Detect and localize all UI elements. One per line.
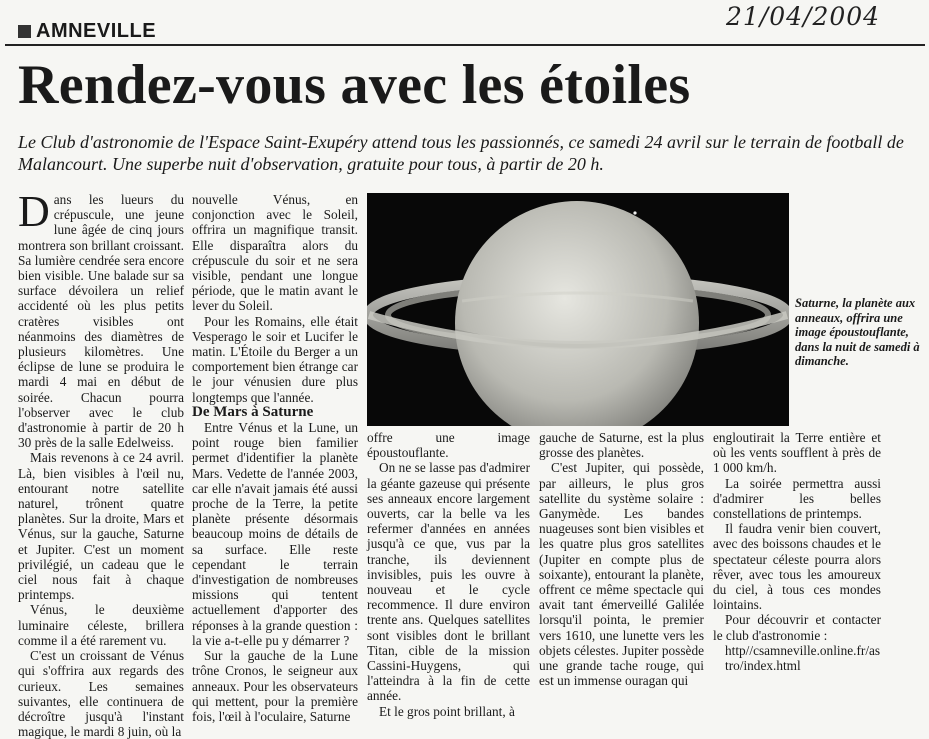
subheading: De Mars à Saturne [192,403,314,420]
paragraph [18,187,184,451]
handwritten-date: 21/04/2004 [726,2,881,31]
paragraph: Sur la gauche de la Lune trône Cronos, le seigneur aux anneaux. Pour les observateurs qui mettent, pour la première fois, l'œil à l'oculaire, Saturne [192,648,358,724]
section-rule [5,44,925,46]
article-column-3 [367,430,530,719]
article-column-1 [18,187,184,739]
paragraph: Pour découvrir et contacter le club d'astronomie : [713,612,881,643]
article-column-2 [192,192,358,724]
drop-cap: D [18,187,50,236]
club-url: http//csamneville.online.fr/astro/index.html [725,642,881,674]
paragraph: On ne se lasse pas d'admirer la géante gazeuse qui présente ses anneaux encore largement ouverts, car la belle va les refermer d'années en années jusqu'à ce que, vus par la tranche, ils deviennent invisibles, puis les ouvre à nouveau et le cycle recommence. Il dure environ trente ans. Quelques satellites sont visibles dont le brillant Titan, cible de la mission Cassini-Huygens, qui l'atteindra à la fin de cette année. [367,460,530,704]
article-column-4 [539,430,704,688]
paragraph: engloutirait la Terre entière et où les vents soufflent à près de 1 000 km/h. [713,430,881,476]
paragraph: Vénus, le deuxième luminaire céleste, brillera comme il a été rarement vu. [18,602,184,648]
paragraph: Pour les Romains, elle était Vesperago le soir et Lucifer le matin. L'Étoile du Berger a un comportement bien étrange car le jour vénusien dure plus longtemps que l'année. [192,313,358,405]
article-column-5 [713,430,881,673]
paragraph: Il faudra venir bien couvert, avec des boissons chaudes et le spectateur céleste pourra alors rêver, avec tous les amoureux du ciel, à tous ces mondes lointains. [713,521,881,613]
paragraph: nouvelle Vénus, en conjonction avec le Soleil, offrira un magnifique transit. Elle disparaîtra alors du crépuscule du soir et ne sera visible, pendant une longue période, que le matin avant le lever du Soleil. [192,192,358,314]
paragraph: C'est un croissant de Vénus qui s'offrira aux regards des curieux. Les semaines suivantes, elle continuera de décroître jusqu'à l'instant magique, le mardi 8 juin, où la [18,648,184,739]
paragraph: Et le gros point brillant, à [379,703,515,719]
paragraph: offre une image époustouflante. [367,430,530,461]
lead-paragraph: Le Club d'astronomie de l'Espace Saint-Exupéry attend tous les passionnés, ce samedi 24 avril sur le terrain de football de Malancourt. Une superbe nuit d'observation, gratuite pour tous, à partir de 20 h. [18,132,904,174]
paragraph-text: ans les lueurs du crépuscule, une jeune lune âgée de cinq jours montrera son brillant croissant. Sa lumière cendrée sera encore bien visible. Une balade sur sa surface dévoilera un relief accidenté où les plus petits cratères visibles ont néanmoins des diamètres de plusieurs kilomètres. Une éclipse de lune se produira le mardi 4 mai en début de soirée. Chacun pourra l'observer avec le club d'astronomie à partir de 20 h 30 près de la salle Edelweiss. [18,192,184,451]
photo-caption: Saturne, la planète aux anneaux, offrira une image époustouflante, dans la nuit de samedi à dimanche. [795,296,920,369]
paragraph: Entre Vénus et la Lune, un point rouge bien familier permet d'identifier la planète Mars. Vedette de l'année 2003, car elle n'avait jamais été aussi proche de la Terre, la petite planète présente désormais beaucoup moins de détails de sa surface. Elle reste cependant le terrain d'investigation de nombreuses missions qui tentent actuellement d'apporter des réponses à la grande question : la vie a-t-elle pu y démarrer ? [192,420,358,648]
section-marker [18,25,31,38]
saturn-photo [367,193,789,426]
paragraph: gauche de Saturne, est la plus grosse des planètes. [539,430,704,461]
paragraph: C'est Jupiter, qui possède, par ailleurs, le plus gros satellite du système solaire : Ganymède. Les bandes nuageuses sont bien visibles et les quatre plus gros satellites (Jupiter en compte plus de soixante), entourant la planète, offrent ce même spectacle qui avait tant émerveillé Galilée lorsqu'il pointa, le premier vers 1610, une lunette vers les objets célestes. Jupiter possède une grande tache rouge, qui est un immense ouragan qui [539,460,704,689]
section-label: AMNEVILLE [36,20,157,42]
saturn-image [367,193,789,426]
paragraph: La soirée permettra aussi d'admirer les belles constellations de printemps. [713,475,881,522]
paragraph: Mais revenons à ce 24 avril. Là, bien visibles à l'œil nu, entourant notre satellite naturel, trônent quatre planètes. Sur la droite, Mars et Vénus, sur la gauche, Saturne et Jupiter. C'est un moment privilégié, un cadeau que le ciel nous fait à chaque printemps. [18,450,184,603]
headline: Rendez-vous avec les étoiles [18,54,691,116]
